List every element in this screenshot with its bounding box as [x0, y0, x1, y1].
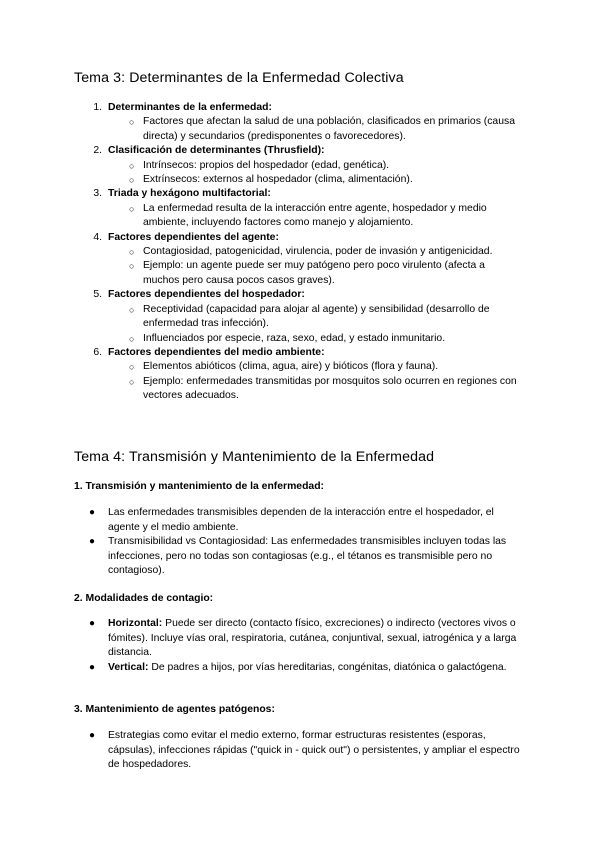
list-number: 1. — [93, 102, 102, 113]
sub-item: ○ Contagiosidad, patogenicidad, virulencia, poder de invasión y antigenicidad. — [80, 245, 520, 259]
tema3-title: Tema 3: Determinantes de la Enfermedad Colectiva — [74, 70, 404, 86]
circle-bullet-icon: ○ — [129, 247, 135, 258]
list-item: ● Transmisibilidad vs Contagiosidad: Las enfermedades transmisibles incluyen todas las infecciones, pero no todas son contagiosas (e.g., el tétanos es transmisible pero no contagioso). — [89, 536, 507, 576]
list-item: ● Vertical: De padres a hijos, por vías hereditarias, congénitas, diatónica o galactógena. — [74, 661, 526, 676]
list-number: 2. — [93, 145, 102, 157]
circle-bullet-icon: ○ — [129, 203, 135, 214]
list-item-title: Determinantes de la enfermedad: — [108, 102, 272, 113]
list-number: 4. — [93, 231, 102, 243]
circle-bullet-icon: ○ — [129, 333, 135, 344]
sub-item: ○ Intrínsecos: propios del hospedador (edad, genética). — [80, 159, 520, 173]
circle-bullet-icon: ○ — [129, 376, 135, 387]
bullet-icon: ● — [89, 507, 96, 518]
circle-bullet-icon: ○ — [129, 304, 135, 315]
list-item — [80, 288, 520, 302]
bullet-icon: ● — [89, 730, 96, 741]
circle-bullet-icon: ○ — [129, 160, 135, 171]
sub-item: ○ Factores que afectan la salud de una población, clasificados en primarios (causa directa) y secundarios (predisponentes o favorecedores). — [129, 116, 515, 142]
list-number: 6. — [93, 346, 102, 358]
section-list — [74, 617, 526, 675]
list-item-title: Triada y hexágono multifactorial: — [108, 188, 271, 200]
list-item: ● Estrategias como evitar el medio externo, formar estructuras resistentes (esporas, cápsulas), infecciones rápidas ("quick in - quick out") o persistentes, y ampliar el espectro de hospedadores. — [89, 730, 520, 770]
sub-item: ○ Receptividad (capacidad para alojar al agente) y sensibilidad (desarrollo de enfermedad tras infección). — [129, 303, 490, 330]
section-list — [74, 729, 526, 773]
list-item-title: Factores dependientes del agente: — [108, 231, 279, 243]
list-item-title: Factores dependientes del hospedador: — [108, 289, 305, 301]
section-heading: 1. Transmisión y mantenimiento de la enfermedad: — [74, 481, 325, 492]
list-item — [80, 144, 520, 158]
list-number: 3. — [93, 188, 102, 200]
section-heading: 2. Modalidades de contagio: — [74, 593, 214, 604]
circle-bullet-icon: ○ — [129, 117, 135, 128]
section-heading: 3. Mantenimiento de agentes patógenos: — [74, 704, 275, 715]
sub-item: ○ Elementos abióticos (clima, agua, aire) y bióticos (flora y fauna). — [80, 360, 520, 374]
tema3-list — [80, 101, 520, 404]
bullet-icon: ● — [89, 661, 96, 673]
list-item-title: Factores dependientes del medio ambiente: — [108, 346, 325, 358]
list-item — [80, 231, 520, 245]
sub-item: ○ La enfermedad resulta de la interacción entre agente, hospedador y medio ambiente, incluyendo factores como manejo y alojamiento. — [129, 202, 487, 229]
list-item — [80, 346, 520, 360]
list-item — [80, 101, 520, 115]
bullet-icon: ● — [89, 618, 96, 629]
sub-item: ○ Ejemplo: un agente puede ser muy patógeno pero poco virulento (afecta a muchos pero causa pocos casos graves). — [129, 260, 485, 286]
section-list — [74, 506, 526, 579]
circle-bullet-icon: ○ — [129, 175, 135, 186]
sub-item: ○ Extrínsecos: externos al hospedador (clima, alimentación). — [80, 173, 520, 187]
tema4-title: Tema 4: Transmisión y Mantenimiento de la Enfermedad — [74, 449, 435, 465]
circle-bullet-icon: ○ — [129, 362, 135, 373]
bullet-icon: ● — [89, 536, 96, 547]
list-item — [80, 187, 520, 201]
sub-item: ○ Ejemplo: enfermedades transmitidas por mosquitos solo ocurren en regiones con vectores adecuados. — [129, 375, 517, 402]
list-item: ● Las enfermedades transmisibles dependen de la interacción entre el hospedador, el agente y el medio ambiente. — [89, 507, 494, 533]
sub-item: ○ Influenciados por especie, raza, sexo, edad, y estado inmunitario. — [80, 332, 520, 346]
list-number: 5. — [93, 289, 102, 301]
circle-bullet-icon: ○ — [129, 261, 135, 272]
list-item-title: Clasificación de determinantes (Thrusfield): — [108, 145, 325, 157]
list-item: ● Horizontal: Puede ser directo (contacto físico, excreciones) o indirecto (vectores vivos o fómites). Incluye vías oral, respiratoria, cutánea, conjuntival, sexual, iatrogénica y a larga distancia. — [89, 618, 517, 658]
